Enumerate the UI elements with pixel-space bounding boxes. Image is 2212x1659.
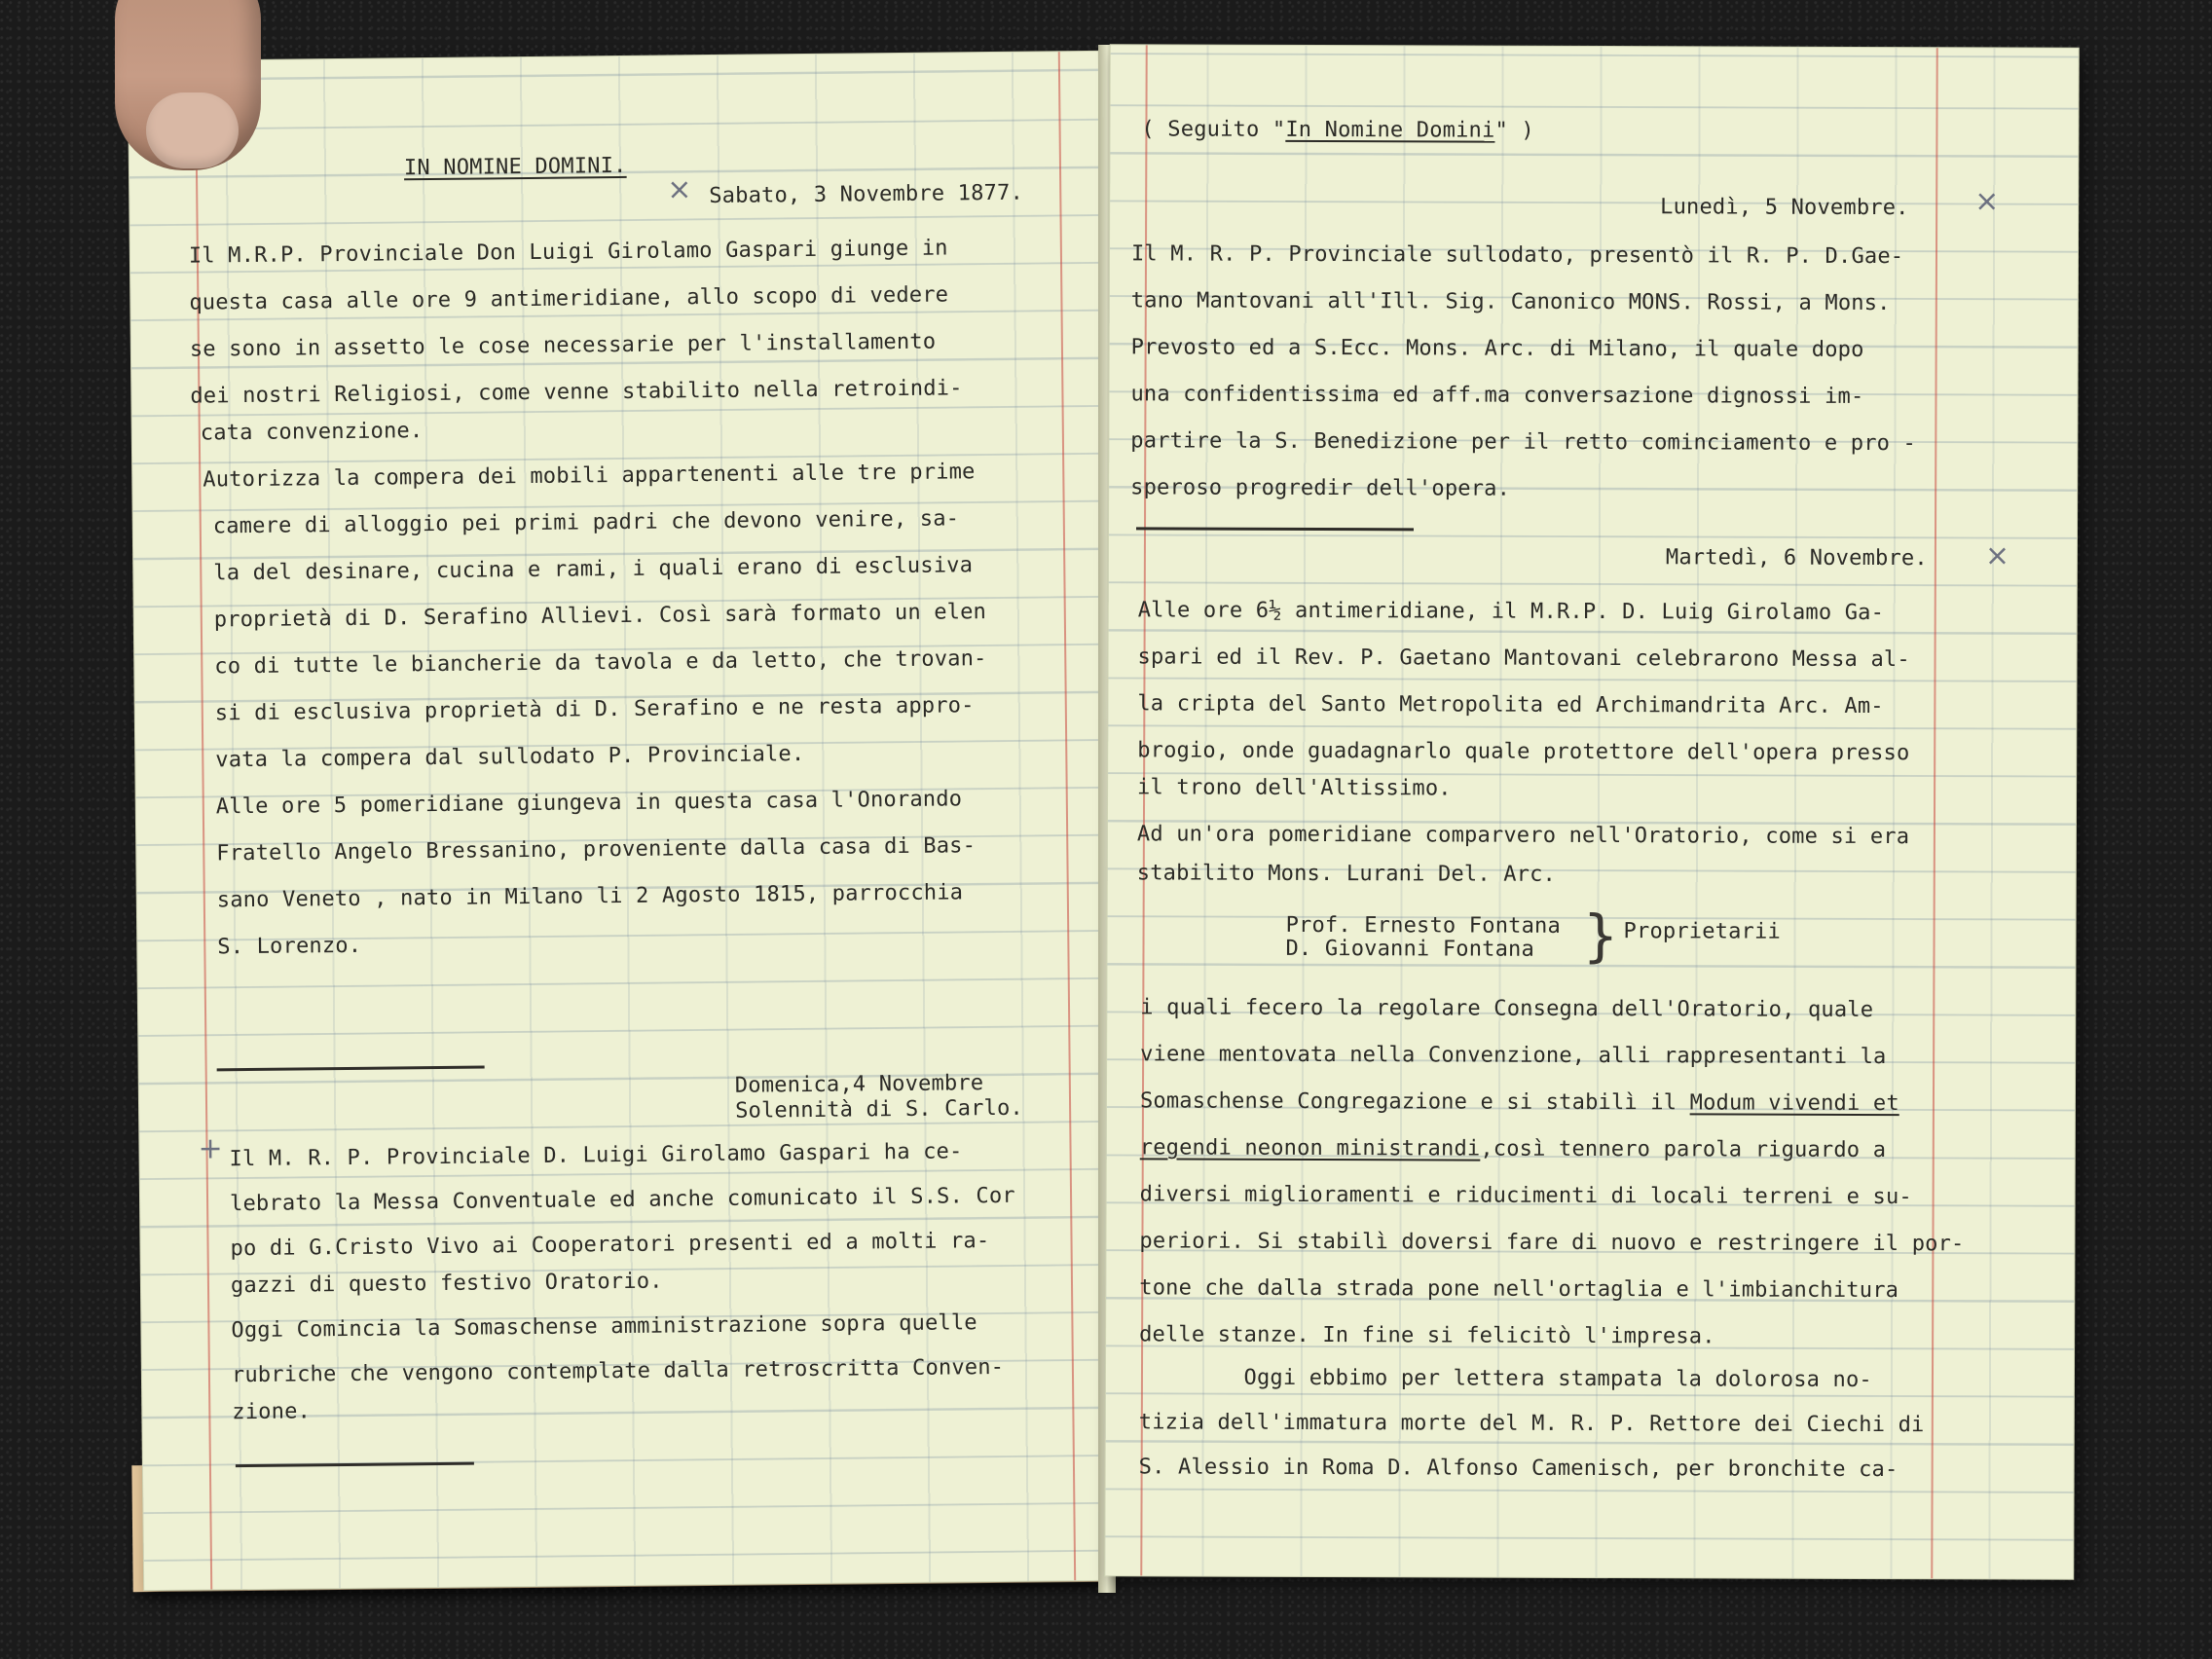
cross-mark: + <box>198 1131 223 1166</box>
text-line: rubriche che vengono contemplate dalla retroscritta Conven- <box>231 1354 1005 1388</box>
section-divider <box>217 1065 485 1071</box>
owner-name: D. Giovanni Fontana <box>1285 936 1535 962</box>
text-line: si di esclusiva proprietà di D. Serafino e ne resta appro- <box>214 693 975 726</box>
text-line: sano Veneto , nato in Milano li 2 Agosto 1815, parrocchia <box>216 880 964 913</box>
cross-mark: × <box>1974 184 2000 219</box>
underlined-phrase: Modum vivendi et <box>1689 1090 1899 1117</box>
text-line <box>1140 1131 1965 1167</box>
left-right-margin-line <box>1058 52 1076 1580</box>
right-paragraph-1 <box>1130 238 1917 507</box>
right-heading <box>1141 113 1533 147</box>
text-line: dei nostri Religiosi, come venne stabilito nella retroindi- <box>190 376 963 409</box>
text-line: camere di alloggio pei primi padri che devono venire, sa- <box>212 506 960 539</box>
left-paragraph-2 <box>229 1135 1017 1429</box>
text-line: S. Lorenzo. <box>217 933 362 960</box>
date-line: Solennità di S. Carlo. <box>734 1095 1024 1124</box>
text-line: i quali fecero la regolare Consegna dell'Oratorio, quale <box>1140 995 1874 1023</box>
text-line: Alle ore 5 pomeridiane giungeva in questa casa l'Onorando <box>215 787 963 820</box>
text-line: cata convenzione. <box>200 419 424 446</box>
text-line: una confidentissima ed aff.ma conversazione dignossi im- <box>1130 382 1864 409</box>
text-line: spari ed il Rev. P. Gaetano Mantovani celebrarono Messa al- <box>1137 645 1910 673</box>
text-line: po di G.Cristo Vivo ai Cooperatori presenti ed a molti ra- <box>230 1229 990 1262</box>
text-line: proprietà di D. Serafino Allievi. Così sarà formato un elen <box>213 600 987 633</box>
date-line: Domenica,4 Novembre <box>734 1071 984 1098</box>
text-line: Alle ore 6½ antimeridiane, il M.R.P. D. Luig Girolamo Ga- <box>1137 598 1885 626</box>
text-line: Il M.R.P. Provinciale Don Luigi Girolamo Gaspari giunge in <box>188 236 948 269</box>
text-line: il trono dell'Altissimo. <box>1137 775 1452 801</box>
text-segment: ,così tennero parola riguardo a <box>1480 1136 1887 1163</box>
text-line: Fratello Angelo Bressanino, proveniente dalla casa di Bas- <box>216 833 977 866</box>
text-segment: Somaschense Congregazione e si stabilì il <box>1139 1088 1690 1116</box>
left-title: IN NOMINE DOMINI. <box>403 153 627 181</box>
thumbnail <box>146 92 239 168</box>
text-line: tizia dell'immatura morte del M. R. P. Rettore dei Ciechi di <box>1138 1410 1925 1438</box>
text-line: tano Mantovani all'Ill. Sig. Canonico MONS. Rossi, a Mons. <box>1130 288 1891 316</box>
text-line: viene mentovata nella Convenzione, alli rappresentanti la <box>1140 1042 1887 1070</box>
section-divider <box>236 1462 474 1468</box>
heading-prefix: ( Seguito " <box>1141 117 1286 142</box>
text-line: vata la compera dal sullodato P. Provinciale. <box>215 742 805 773</box>
text-line: la cripta del Santo Metropolita ed Archimandrita Arc. Am- <box>1137 691 1884 719</box>
text-line: Ad un'ora pomeridiane comparvero nell'Oratorio, come si era <box>1136 822 1910 850</box>
underlined-phrase: regendi neonon ministrandi <box>1139 1135 1481 1161</box>
text-line: periori. Si stabilì doversi fare di nuovo e restringere il por- <box>1139 1229 1965 1257</box>
text-line: la del desinare, cucina e rami, i quali erano di esclusiva <box>213 553 974 586</box>
text-line: zione. <box>232 1399 312 1425</box>
section-divider <box>1136 527 1414 531</box>
heading-title: In Nomine Domini <box>1285 117 1495 143</box>
owners-list <box>1285 914 1561 962</box>
text-line: stabilito Mons. Lurani Del. Arc. <box>1136 861 1557 887</box>
cross-mark: × <box>667 172 692 207</box>
text-line: diversi miglioramenti e riducimenti di locali terreni e su- <box>1139 1182 1912 1210</box>
text-line: Il M. R. P. Provinciale D. Luigi Girolamo Gaspari ha ce- <box>229 1139 963 1172</box>
text-line: Oggi Comincia la Somaschense amministrazione sopra quelle <box>231 1310 977 1344</box>
right-paragraph-2 <box>1137 594 1910 893</box>
text-line: Oggi ebbimo per lettera stampata la dolorosa no- <box>1138 1365 1872 1393</box>
right-page <box>1105 45 2078 1578</box>
date-martedi: Martedì, 6 Novembre. <box>1665 545 1928 571</box>
left-page <box>129 52 1114 1590</box>
text-line: Il M. R. P. Provinciale sullodato, presentò il R. P. D.Gae- <box>1130 241 1904 270</box>
left-paragraph-1 <box>189 232 990 964</box>
text-line: tone che dalla strada pone nell'ortaglia e l'imbianchitura <box>1139 1275 1899 1304</box>
text-line: se sono in assetto le cose necessarie per l'installamento <box>189 329 937 362</box>
date-lunedi: Lunedì, 5 Novembre. <box>1660 195 1909 221</box>
owner-name: Prof. Ernesto Fontana <box>1285 912 1561 939</box>
text-line: co di tutte le biancherie da tavola e da letto, che trovan- <box>214 646 987 680</box>
text-line: questa casa alle ore 9 antimeridiane, allo scopo di vedere <box>189 282 949 315</box>
text-line: S. Alessio in Roma D. Alfonso Camenisch, per bronchite ca- <box>1138 1455 1899 1483</box>
text-line: Autorizza la compera dei mobili appartenenti alle tre prime <box>203 460 976 493</box>
date-sabato: Sabato, 3 Novembre 1877. <box>709 180 1024 209</box>
text-line: gazzi di questo festivo Oratorio. <box>230 1269 663 1299</box>
right-paragraph-3 <box>1139 991 1966 1487</box>
text-line: speroso progredir dell'opera. <box>1130 475 1511 501</box>
cross-mark: × <box>1984 538 2010 573</box>
text-line <box>1140 1085 1965 1121</box>
brace-symbol: } <box>1582 902 1619 970</box>
text-line: partire la S. Benedizione per il retto cominciamento e pro - <box>1130 428 1917 457</box>
owners-label: Proprietarii <box>1623 919 1781 944</box>
date-domenica <box>735 1071 1023 1124</box>
text-line: lebrato la Messa Conventuale ed anche comunicato il S.S. Cor <box>229 1183 1015 1217</box>
text-line: delle stanze. In fine si felicitò l'impresa. <box>1139 1322 1715 1349</box>
heading-suffix: " ) <box>1494 118 1534 143</box>
text-line: Prevosto ed a S.Ecc. Mons. Arc. di Milano, il quale dopo <box>1130 335 1864 362</box>
text-line: brogio, onde guadagnarlo quale protettore dell'opera presso <box>1137 738 1910 766</box>
